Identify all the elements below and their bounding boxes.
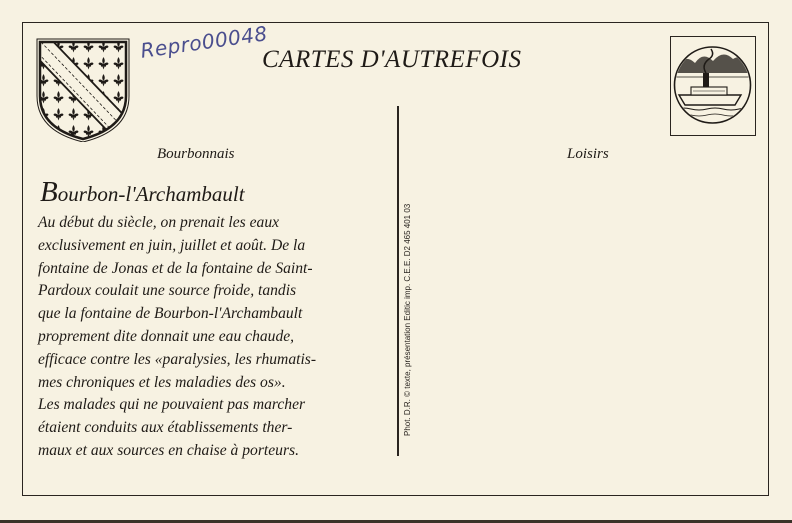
- publisher-credit: Phot. D.R. © texte, présentation Editic imp. C.E.E. D2 465 401 03: [403, 203, 412, 436]
- description-line: exclusivement en juin, juillet et août. De la: [38, 236, 306, 254]
- description-line: mes chroniques et les maladies des os».: [38, 373, 286, 391]
- description-line: Au début du siècle, on prenait les eaux: [38, 214, 280, 231]
- theme-label: Loisirs: [567, 146, 609, 162]
- region-label: Bourbonnais: [157, 146, 235, 162]
- description-line: maux et aux sources en chaise à porteurs.: [38, 441, 299, 459]
- center-divider: [397, 106, 399, 456]
- description-line: Les malades qui ne pouvaient pas marcher: [38, 396, 306, 414]
- series-title: CARTES D'AUTREFOIS: [262, 46, 522, 73]
- description-line: Pardoux coulait une source froide, tandis: [38, 282, 297, 300]
- handwritten-reference: Repro00048: [138, 21, 270, 63]
- description-line: que la fontaine de Bourbon-l'Archambault: [38, 305, 303, 323]
- description-line: fontaine de Jonas et de la fontaine de Saint-: [38, 259, 313, 277]
- bourbonnais-shield-icon: [36, 38, 130, 142]
- description-line: efficace contre les «paralysies, les rhumatis-: [38, 350, 317, 368]
- description-line: étaient conduits aux établissements ther-: [38, 419, 293, 437]
- place-title-rest: ourbon-l'Archambault: [57, 182, 245, 206]
- credit-container: [403, 126, 415, 436]
- description-text: [38, 212, 388, 463]
- place-title: [40, 176, 245, 209]
- description-line: proprement dite donnait une eau chaude,: [38, 327, 295, 345]
- stamp-steamboat-icon: [670, 36, 756, 136]
- place-title-initial: B: [40, 176, 58, 208]
